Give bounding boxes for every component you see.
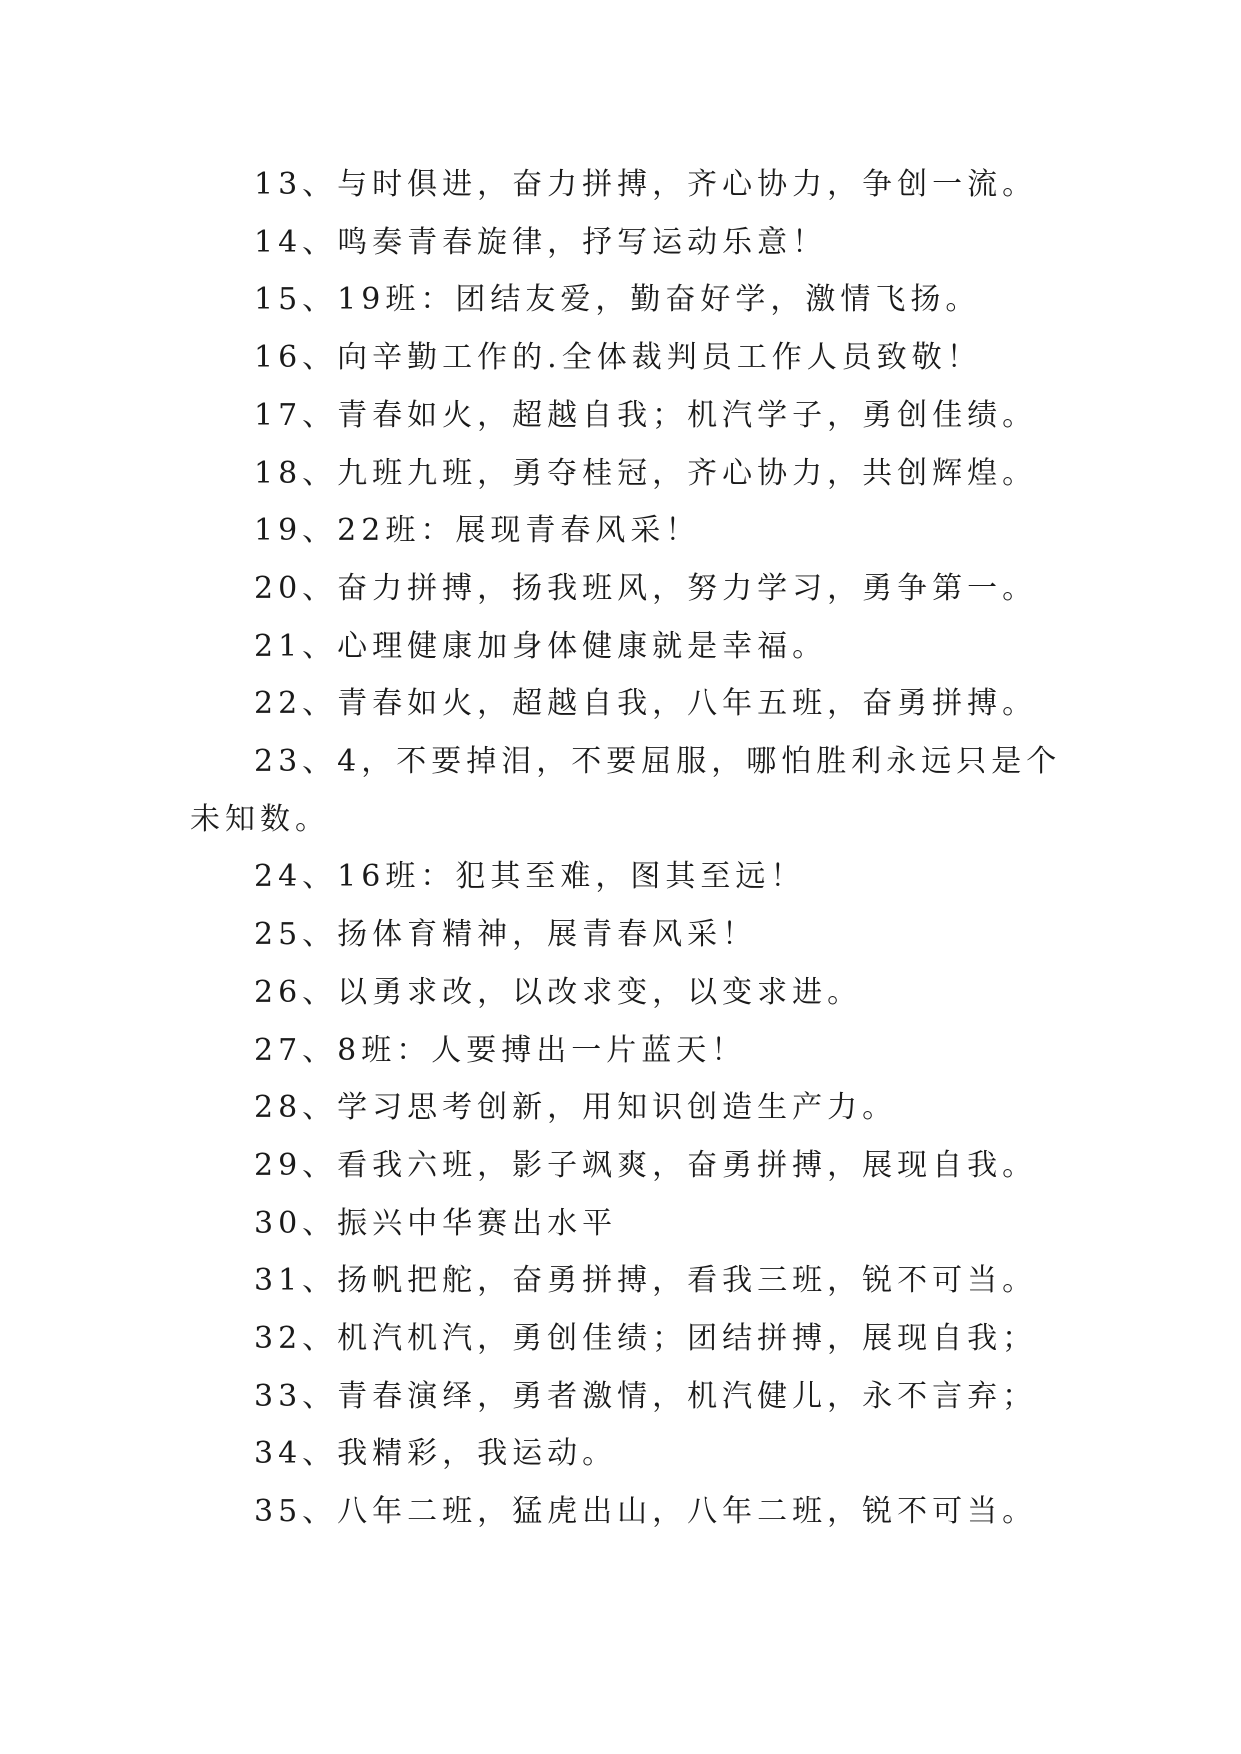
list-item: 27、8班：人要搏出一片蓝天！ [254,1032,747,1068]
list-item: 30、振兴中华赛出水平 [254,1205,618,1241]
list-item: 34、我精彩，我运动。 [254,1436,618,1472]
list-item: 33、青春演绎，勇者激情，机汽健儿，永不言弃； [254,1378,1038,1414]
list-item: 15、19班：团结友爱，勤奋好学，激情飞扬。 [254,282,981,318]
list-item: 29、看我六班，影子飒爽，奋勇拼搏，展现自我。 [254,1147,1038,1183]
list-item: 23、4，不要掉泪，不要屈服，哪怕胜利永远只是个未知数。 [190,744,1062,837]
list-item: 19、22班：展现青春风采！ [254,513,701,549]
list-item: 17、青春如火，超越自我；机汽学子，勇创佳绩。 [254,397,1038,433]
list-item: 31、扬帆把舵，奋勇拼搏，看我三班，锐不可当。 [254,1263,1038,1299]
list-item: 26、以勇求改，以改求变，以变求进。 [254,974,863,1010]
list-item: 22、青春如火，超越自我，八年五班，奋勇拼搏。 [254,686,1038,722]
list-item: 28、学习思考创新，用知识创造生产力。 [254,1090,898,1126]
list-item: 21、心理健康加身体健康就是幸福。 [254,628,828,664]
list-item: 13、与时俱进，奋力拼搏，齐心协力，争创一流。 [254,167,1038,202]
list-item: 25、扬体育精神，展青春风采！ [254,917,758,953]
list-item: 35、八年二班，猛虎出山，八年二班，锐不可当。 [254,1494,1038,1530]
list-item: 14、鸣奏青春旋律，抒写运动乐意！ [254,224,828,260]
list-item: 32、机汽机汽，勇创佳绩；团结拼搏，展现自我； [254,1321,1038,1357]
list-item: 24、16班：犯其至难，图其至远！ [254,859,806,895]
list-item: 18、九班九班，勇夺桂冠，齐心协力，共创辉煌。 [254,455,1038,491]
list-item: 16、向辛勤工作的.全体裁判员工作人员致敬！ [254,340,982,376]
list-item: 20、奋力拼搏，扬我班风，努力学习，勇争第一。 [254,570,1038,606]
document-body [190,156,1070,1541]
